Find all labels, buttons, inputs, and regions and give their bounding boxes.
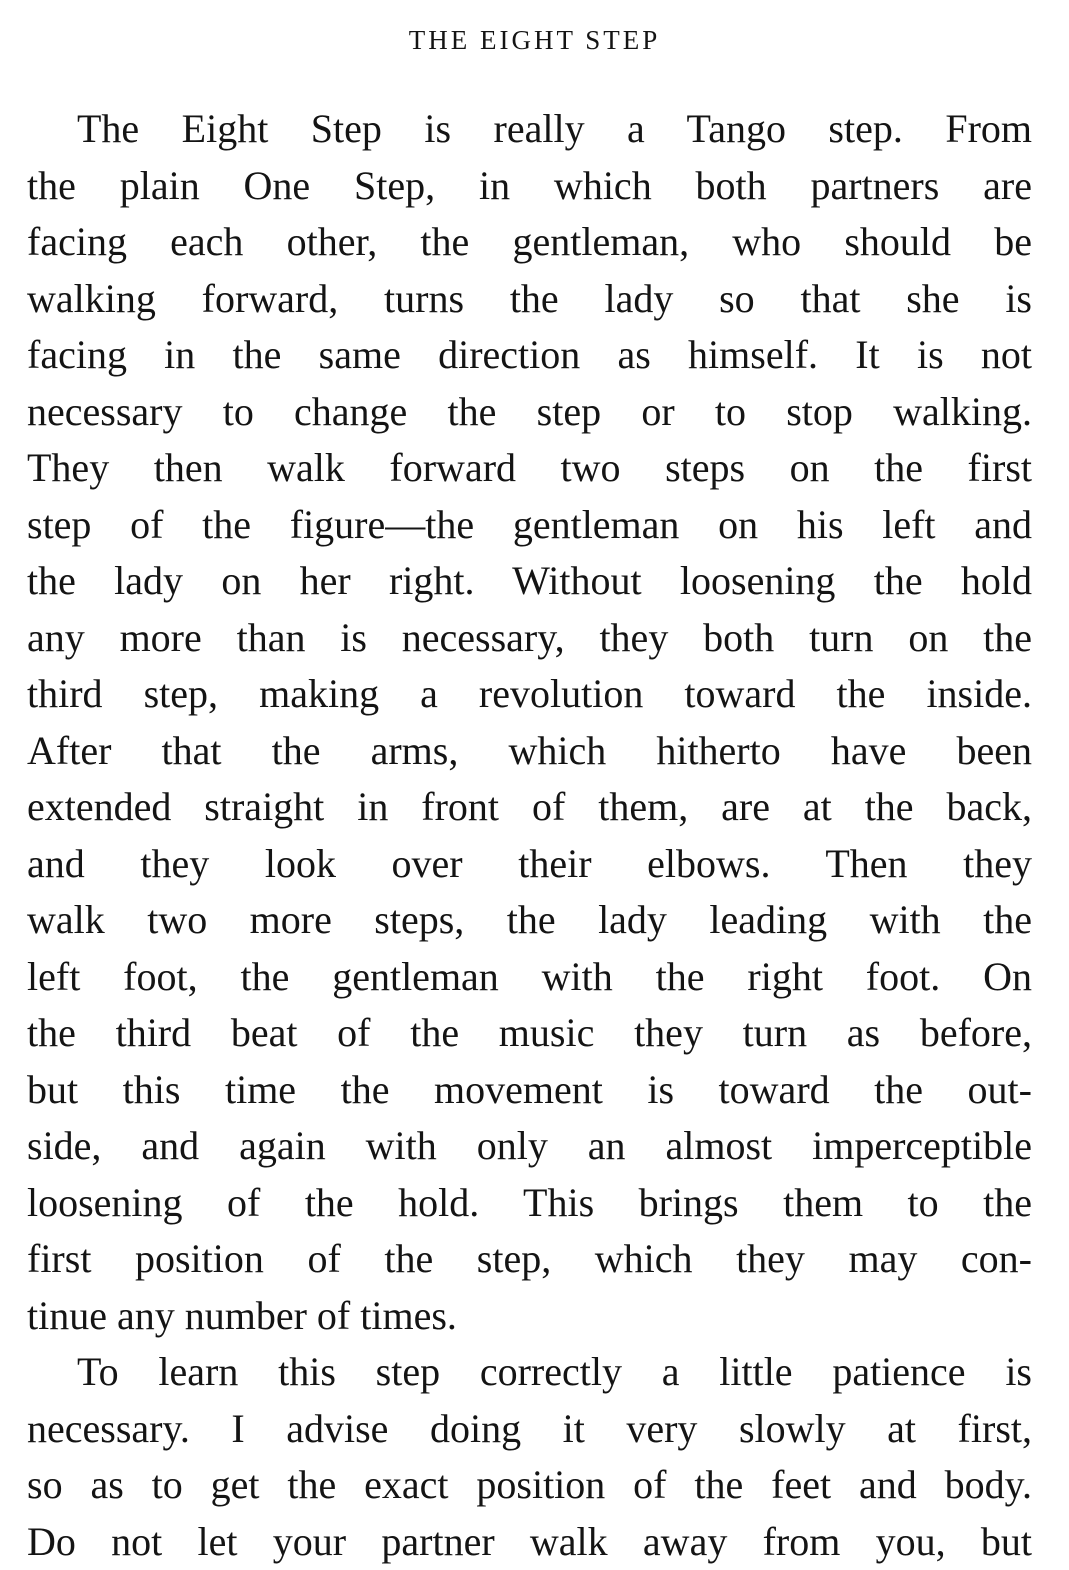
text-line: After that the arms, which hitherto have been xyxy=(27,723,1032,780)
text-line: first position of the step, which they may con- xyxy=(27,1231,1032,1288)
text-line: facing in the same direction as himself. It is not xyxy=(27,327,1032,384)
text-line: tinue any number of times. xyxy=(27,1288,1032,1345)
text-line: but this time the movement is toward the out- xyxy=(27,1062,1032,1119)
text-line: To learn this step correctly a little patience is xyxy=(27,1344,1032,1401)
text-line: extended straight in front of them, are at the back, xyxy=(27,779,1032,836)
text-line: and they look over their elbows. Then they xyxy=(27,836,1032,893)
text-line: the plain One Step, in which both partners are xyxy=(27,158,1032,215)
text-line: so as to get the exact position of the feet and body. xyxy=(27,1457,1032,1514)
text-line: any more than is necessary, they both turn on the xyxy=(27,610,1032,667)
text-line: The Eight Step is really a Tango step. From xyxy=(27,101,1032,158)
body-text xyxy=(27,101,1032,1570)
text-line: left foot, the gentleman with the right foot. On xyxy=(27,949,1032,1006)
text-line: the lady on her right. Without loosening the hold xyxy=(27,553,1032,610)
text-line: necessary to change the step or to stop walking. xyxy=(27,384,1032,441)
text-line: loosening of the hold. This brings them to the xyxy=(27,1175,1032,1232)
text-line: They then walk forward two steps on the first xyxy=(27,440,1032,497)
text-line: walk two more steps, the lady leading with the xyxy=(27,892,1032,949)
text-line: side, and again with only an almost imperceptible xyxy=(27,1118,1032,1175)
text-line: facing each other, the gentleman, who should be xyxy=(27,214,1032,271)
text-line: walking forward, turns the lady so that she is xyxy=(27,271,1032,328)
text-line: step of the figure—the gentleman on his left and xyxy=(27,497,1032,554)
text-line: necessary. I advise doing it very slowly at first, xyxy=(27,1401,1032,1458)
running-head: THE EIGHT STEP xyxy=(0,22,1069,58)
text-line: third step, making a revolution toward the inside. xyxy=(27,666,1032,723)
paragraph-2 xyxy=(27,1344,1032,1570)
paragraph-1 xyxy=(27,101,1032,1344)
text-line: the third beat of the music they turn as before, xyxy=(27,1005,1032,1062)
text-line: Do not let your partner walk away from you, but xyxy=(27,1514,1032,1570)
